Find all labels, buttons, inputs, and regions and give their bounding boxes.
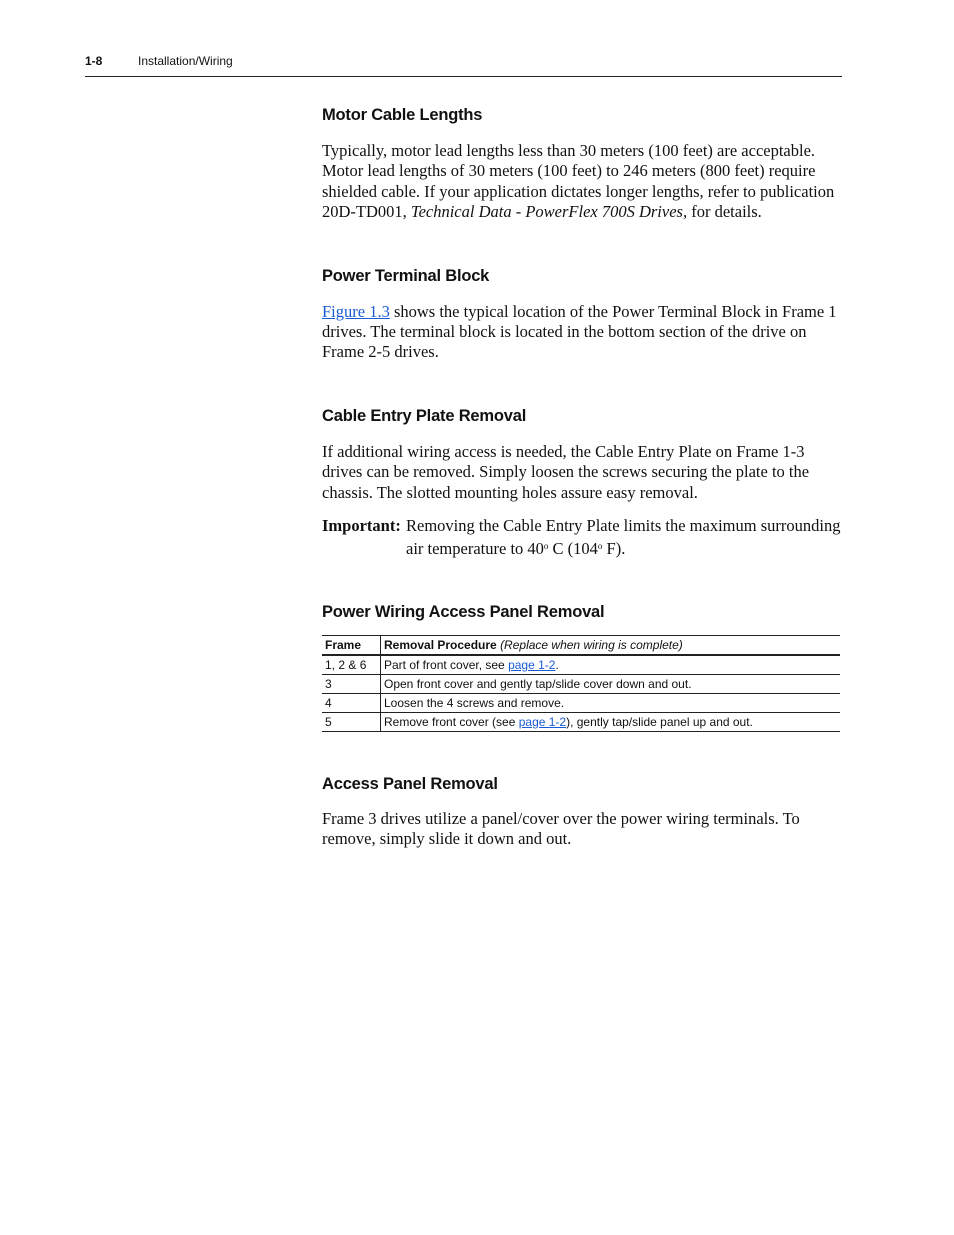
power-terminal-block-heading: Power Terminal Block xyxy=(322,266,490,285)
procedure-text: Remove front cover (see xyxy=(384,714,519,729)
important-note xyxy=(322,516,842,560)
important-label: Important: xyxy=(322,516,401,536)
frame-cell: 5 xyxy=(322,712,381,731)
cable-entry-plate-paragraph: If additional wiring access is needed, the Cable Entry Plate on Frame 1-3 drives can be removed. Simply loosen the screws securing the plate to the chassis. The slotted mounting holes assure easy removal. xyxy=(322,441,810,502)
page-header xyxy=(85,52,842,77)
procedure-header-label: Removal Procedure xyxy=(384,637,497,652)
power-terminal-block-paragraph xyxy=(322,302,842,363)
motor-text-end: , for details. xyxy=(682,202,762,222)
procedure-text-end: ), gently tap/slide panel up and out. xyxy=(566,714,753,729)
table-row xyxy=(322,655,840,675)
motor-text-start: Typically, motor lead lengths less than 30 meters (100 feet) are acceptable. Motor lead lengths of 30 meters (100 feet) to 246 meters (800 feet) require shielded cable. If your application dictates longer lengths, refer to publication 20D-TD001, xyxy=(322,141,835,222)
procedure-column-header xyxy=(381,635,841,655)
access-panel-removal-heading: Access Panel Removal xyxy=(322,774,498,793)
frame-cell: 1, 2 & 6 xyxy=(322,655,381,675)
motor-cable-lengths-paragraph xyxy=(322,141,842,223)
terminal-text: shows the typical location of the Power Terminal Block in Frame 1 drives. The terminal block is located in the bottom section of the drive on Frame 2-5 drives. xyxy=(322,301,837,362)
frame-cell: 4 xyxy=(322,693,381,712)
table-row xyxy=(322,693,840,712)
section-title: Installation/Wiring xyxy=(138,54,233,68)
page-number: 1-8 xyxy=(85,54,103,68)
procedure-cell: Open front cover and gently tap/slide cover down and out. xyxy=(381,674,841,693)
power-wiring-access-panel-heading: Power Wiring Access Panel Removal xyxy=(322,602,605,621)
motor-cable-lengths-heading: Motor Cable Lengths xyxy=(322,106,483,124)
important-text-end: F). xyxy=(602,539,626,559)
frame-column-header: Frame xyxy=(322,635,381,655)
degree-symbol: o xyxy=(543,541,549,552)
table-header-row xyxy=(322,635,840,655)
procedure-text-end: . xyxy=(555,657,559,672)
important-text-mid: C (104 xyxy=(548,539,598,559)
procedure-text: Part of front cover, see xyxy=(384,657,509,672)
cable-entry-plate-heading: Cable Entry Plate Removal xyxy=(322,406,527,425)
procedure-header-note: (Replace when wiring is complete) xyxy=(500,637,683,652)
table-row xyxy=(322,712,840,731)
publication-title: Technical Data - PowerFlex 700S Drives xyxy=(410,202,683,222)
degree-symbol: o xyxy=(597,541,603,552)
procedure-cell xyxy=(381,712,841,731)
important-text-start: Removing the Cable Entry Plate limits the maximum surrounding air temperature to 40 xyxy=(406,516,841,559)
procedure-cell: Loosen the 4 screws and remove. xyxy=(381,693,841,712)
page-1-2-link[interactable]: page 1-2 xyxy=(518,714,567,729)
frame-cell: 3 xyxy=(322,674,381,693)
figure-1-3-link[interactable]: Figure 1.3 xyxy=(322,301,390,321)
access-panel-removal-paragraph: Frame 3 drives utilize a panel/cover over the power wiring terminals. To remove, simply slide it down and out. xyxy=(322,808,800,849)
procedure-cell xyxy=(381,655,841,675)
removal-procedure-table xyxy=(322,635,840,732)
table-row xyxy=(322,674,840,693)
page-content xyxy=(322,106,842,850)
page-1-2-link[interactable]: page 1-2 xyxy=(508,657,556,672)
